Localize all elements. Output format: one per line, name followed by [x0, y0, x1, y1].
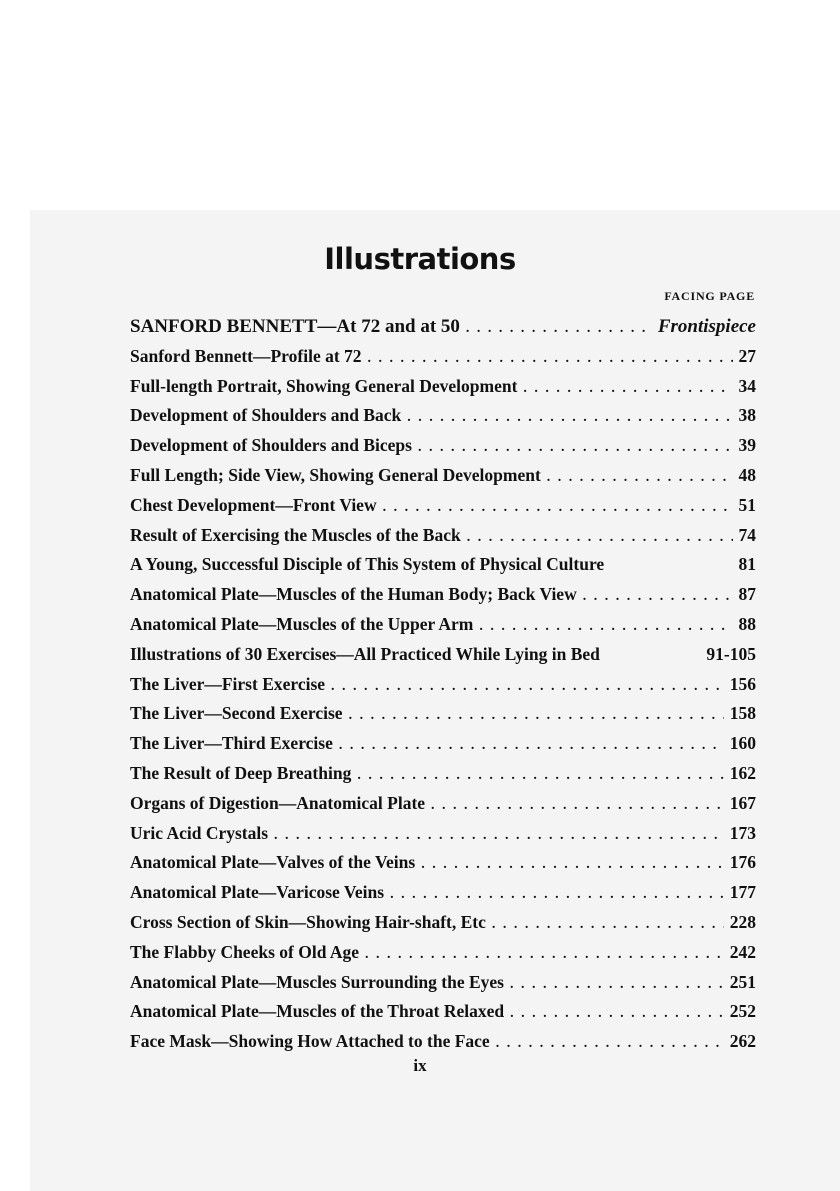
entry-page: 158 — [729, 703, 756, 724]
entry-page: 38 — [738, 405, 756, 426]
entry-label: Full Length; Side View, Showing General Development — [130, 464, 541, 485]
list-item — [130, 729, 756, 759]
entry-label: The Result of Deep Breathing — [130, 762, 352, 783]
dot-leader — [390, 880, 724, 910]
list-item — [130, 401, 756, 431]
list-item — [130, 1027, 756, 1057]
dot-leader — [466, 314, 652, 344]
list-item — [130, 431, 756, 461]
entry-label: Uric Acid Crystals — [130, 822, 269, 843]
entry-page: 51 — [738, 494, 756, 515]
entry-page: 39 — [738, 435, 756, 456]
entry-label: Anatomical Plate—Valves of the Veins — [130, 852, 416, 873]
list-item — [130, 610, 756, 640]
entry-page: 91-105 — [706, 643, 756, 664]
entry-label: Anatomical Plate—Muscles of the Upper Arm — [130, 613, 474, 634]
dot-leader — [431, 791, 724, 821]
dot-leader — [274, 821, 724, 851]
list-item — [130, 997, 756, 1027]
dot-leader — [349, 701, 724, 731]
page-title: Illustrations — [324, 242, 516, 276]
list-item — [130, 759, 756, 789]
dot-leader — [496, 1029, 724, 1059]
list-item — [130, 938, 756, 968]
dot-leader — [383, 493, 733, 523]
entry-page: Frontispiece — [657, 316, 756, 337]
dot-leader — [368, 344, 733, 374]
list-item — [130, 521, 756, 551]
entry-label: Anatomical Plate—Muscles of the Human Body; Back View — [130, 584, 577, 605]
list-item — [130, 968, 756, 998]
dot-leader — [510, 970, 724, 1000]
list-item — [130, 312, 756, 342]
entry-page: 156 — [729, 673, 756, 694]
entry-page: 242 — [729, 941, 756, 962]
dot-leader — [583, 582, 733, 612]
entry-label: The Liver—First Exercise — [130, 673, 326, 694]
list-item — [130, 461, 756, 491]
dot-leader — [331, 672, 724, 702]
entry-page: 167 — [729, 792, 756, 813]
list-item — [130, 372, 756, 402]
entry-label: The Liver—Third Exercise — [130, 733, 333, 754]
illustrations-list — [130, 312, 756, 1057]
page-number: ix — [413, 1056, 427, 1075]
entry-page: 177 — [729, 882, 756, 903]
entry-page: 160 — [729, 733, 756, 754]
list-item — [130, 670, 756, 700]
entry-label: SANFORD BENNETT—At 72 and at 50 — [130, 316, 460, 337]
entry-label: Face Mask—Showing How Attached to the Face — [130, 1031, 490, 1052]
dot-leader — [421, 850, 724, 880]
list-item — [130, 908, 756, 938]
entry-page: 34 — [738, 375, 756, 396]
entry-page: 27 — [738, 345, 756, 366]
entry-label: A Young, Successful Disciple of This System of Physical Culture — [130, 554, 605, 575]
dot-leader — [479, 612, 732, 642]
facing-page-header: FACING PAGE — [664, 289, 755, 303]
dot-leader — [339, 731, 724, 761]
entry-page: 252 — [729, 1001, 756, 1022]
entry-page: 228 — [729, 911, 756, 932]
list-item — [130, 491, 756, 521]
list-item — [130, 699, 756, 729]
entry-label: The Flabby Cheeks of Old Age — [130, 941, 359, 962]
list-item — [130, 848, 756, 878]
dot-leader — [492, 910, 724, 940]
entry-label: Result of Exercising the Muscles of the Back — [130, 524, 461, 545]
entry-page: 173 — [729, 822, 756, 843]
list-item — [130, 580, 756, 610]
dot-leader — [510, 999, 724, 1029]
entry-page: 74 — [738, 524, 756, 545]
list-item — [130, 819, 756, 849]
entry-label: Sanford Bennett—Profile at 72 — [130, 345, 362, 366]
entry-page: 251 — [729, 971, 756, 992]
dot-leader — [407, 403, 732, 433]
dot-leader — [365, 940, 724, 970]
entry-label: Development of Shoulders and Biceps — [130, 435, 412, 456]
entry-page: 81 — [738, 554, 756, 575]
list-item — [130, 878, 756, 908]
list-item — [130, 342, 756, 372]
entry-label: Full-length Portrait, Showing General Development — [130, 375, 518, 396]
entry-label: Development of Shoulders and Back — [130, 405, 402, 426]
entry-page: 48 — [738, 464, 756, 485]
entry-label: The Liver—Second Exercise — [130, 703, 343, 724]
dot-leader — [523, 374, 732, 404]
list-item — [130, 550, 756, 580]
entry-label: Anatomical Plate—Muscles Surrounding the Eyes — [130, 971, 504, 992]
list-item — [130, 640, 756, 670]
entry-label: Chest Development—Front View — [130, 494, 377, 515]
entry-page: 262 — [729, 1031, 756, 1052]
dot-leader — [547, 463, 733, 493]
entry-page: 176 — [729, 852, 756, 873]
entry-page: 162 — [729, 762, 756, 783]
entry-label: Anatomical Plate—Varicose Veins — [130, 882, 385, 903]
dot-leader — [357, 761, 723, 791]
entry-label: Anatomical Plate—Muscles of the Throat Relaxed — [130, 1001, 505, 1022]
dot-leader — [418, 433, 733, 463]
list-item — [130, 789, 756, 819]
dot-leader — [467, 523, 733, 553]
entry-page: 88 — [738, 613, 756, 634]
entry-label: Cross Section of Skin—Showing Hair-shaft, Etc — [130, 911, 486, 932]
entry-label: Organs of Digestion—Anatomical Plate — [130, 792, 426, 813]
entry-label: Illustrations of 30 Exercises—All Practiced While Lying in Bed — [130, 643, 600, 664]
entry-page: 87 — [738, 584, 756, 605]
